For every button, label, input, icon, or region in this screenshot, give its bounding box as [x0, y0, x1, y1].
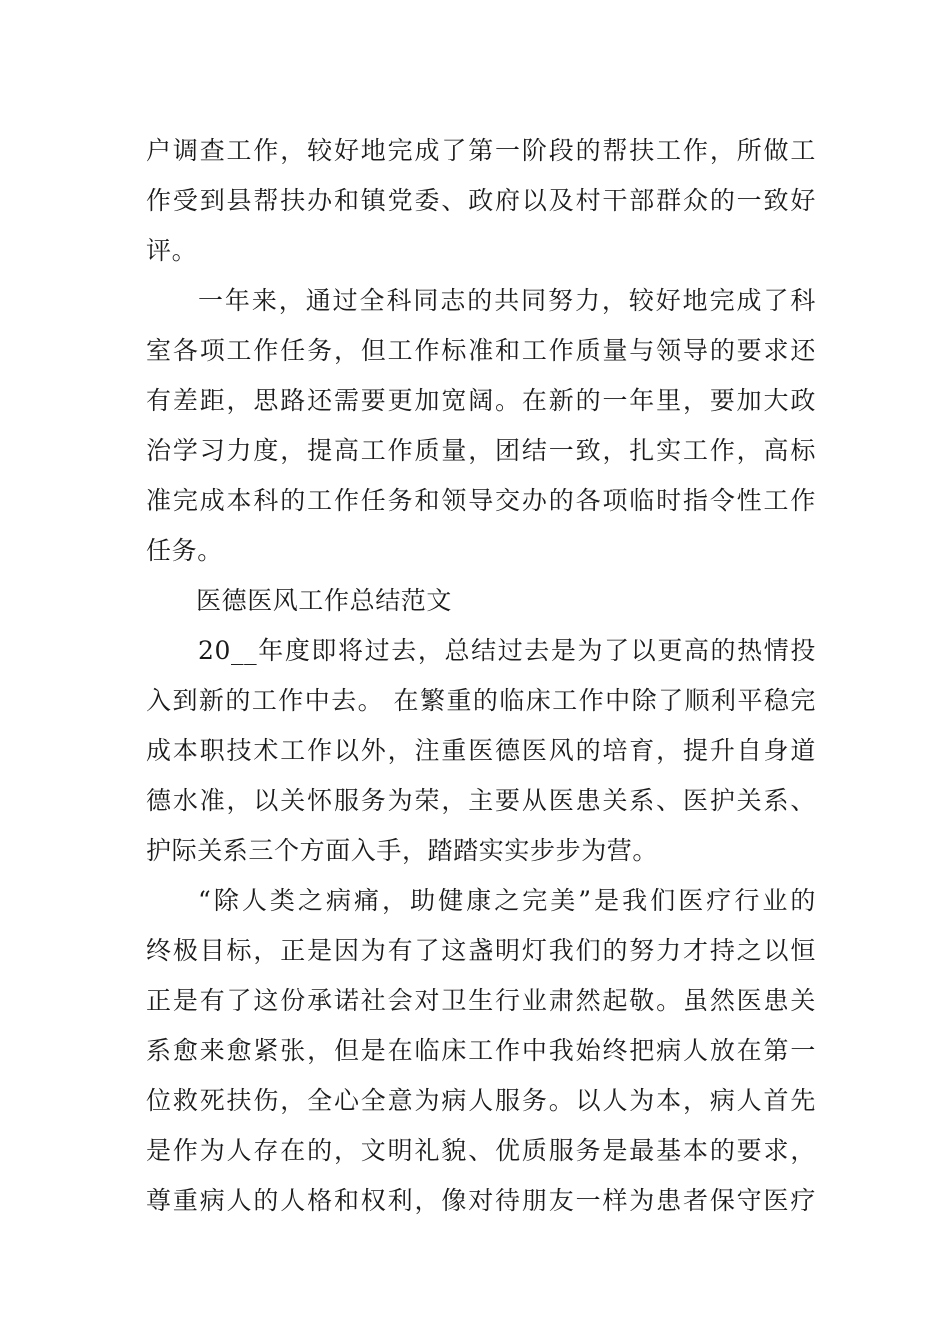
text-line: 尊重病人的人格和权利，像对待朋友一样为患者保守医疗 [146, 1186, 816, 1215]
text-line: 评。 [146, 236, 198, 265]
section-title: 医德医风工作总结范文 [196, 586, 453, 615]
text-line: 入到新的工作中去。 在繁重的临床工作中除了顺利平稳完 [146, 686, 816, 715]
text-line: 正是有了这份承诺社会对卫生行业肃然起敬。虽然医患关 [146, 986, 816, 1015]
text-line: 终极目标，正是因为有了这盏明灯我们的努力才持之以恒 [146, 936, 816, 965]
paragraph-first-line: “除人类之病痛，助健康之完美”是我们医疗行业的 [198, 886, 816, 915]
text-line: 德水准，以关怀服务为荣，主要从医患关系、医护关系、 [146, 786, 816, 815]
text-line: 是作为人存在的，文明礼貌、优质服务是最基本的要求， [146, 1136, 816, 1165]
paragraph-first-line: 一年来，通过全科同志的共同努力，较好地完成了科 [198, 286, 816, 315]
text-line: 系愈来愈紧张，但是在临床工作中我始终把病人放在第一 [146, 1036, 816, 1065]
text-line: 户调查工作，较好地完成了第一阶段的帮扶工作，所做工 [146, 136, 816, 165]
text-line: 室各项工作任务，但工作标准和工作质量与领导的要求还 [146, 336, 816, 365]
paragraph-first-line: 20__年度即将过去，总结过去是为了以更高的热情投 [198, 636, 816, 665]
text-line: 作受到县帮扶办和镇党委、政府以及村干部群众的一致好 [146, 186, 816, 215]
text-line: 位救死扶伤，全心全意为病人服务。以人为本，病人首先 [146, 1086, 816, 1115]
text-line: 成本职技术工作以外，注重医德医风的培育，提升自身道 [146, 736, 816, 765]
text-line: 准完成本科的工作任务和领导交办的各项临时指令性工作 [146, 486, 816, 515]
text-line: 治学习力度，提高工作质量，团结一致，扎实工作，高标 [146, 436, 816, 465]
text-line: 有差距，思路还需要更加宽阔。在新的一年里，要加大政 [146, 386, 816, 415]
text-line: 护际关系三个方面入手，踏踏实实步步为营。 [146, 836, 659, 865]
text-line: 任务。 [146, 536, 223, 565]
